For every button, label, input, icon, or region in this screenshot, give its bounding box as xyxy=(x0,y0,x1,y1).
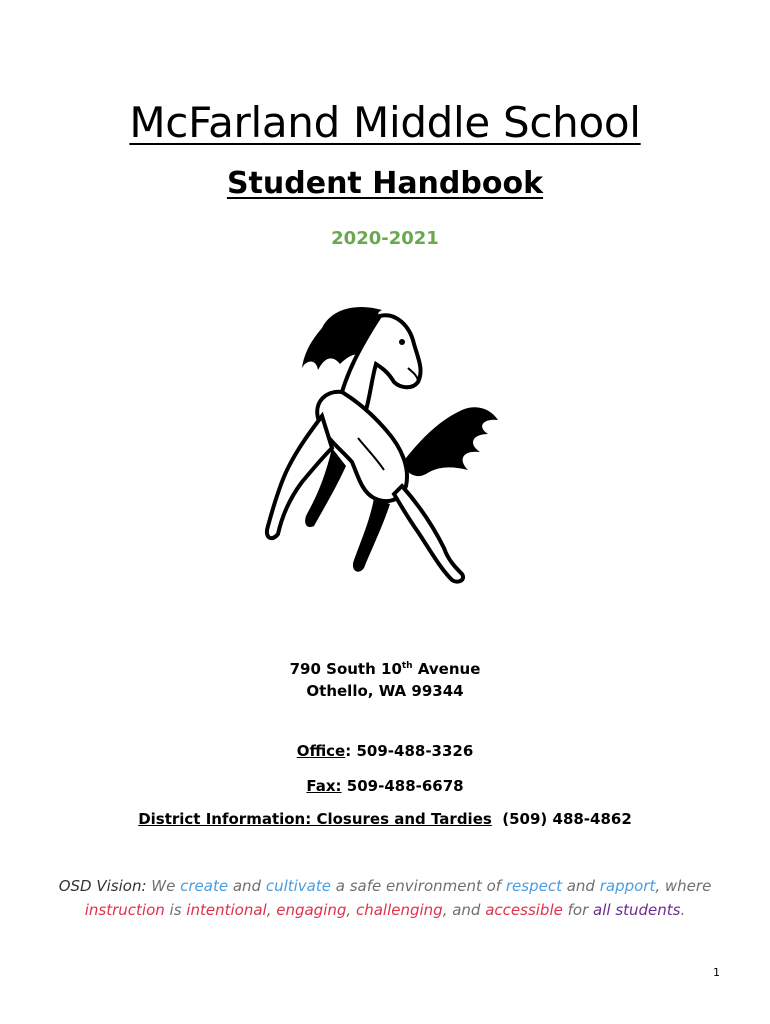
school-name-title: McFarland Middle School xyxy=(129,98,641,147)
fax-number: 509-488-6678 xyxy=(341,777,464,795)
school-year: 2020-2021 xyxy=(331,228,439,249)
district-info xyxy=(0,810,770,828)
address-city: Othello, WA 99344 xyxy=(306,682,464,700)
fax-phone xyxy=(0,777,770,795)
district-number: (509) 488-4862 xyxy=(491,810,632,828)
fax-label: Fax: xyxy=(306,777,342,795)
office-number: 509-488-3326 xyxy=(356,742,474,760)
osd-vision-statement: OSD Vision: We create and cultivate a safe environment of respect and rapport, where instruction is intentional, engaging, challenging, and accessible for all students. xyxy=(58,877,712,919)
mustang-horse-icon xyxy=(262,298,502,588)
address-street: 790 South 10th Avenue xyxy=(289,660,481,678)
school-address xyxy=(0,655,770,702)
handbook-subtitle: Student Handbook xyxy=(226,166,544,201)
page-number: 1 xyxy=(713,966,720,979)
district-label: District Information: Closures and Tardies xyxy=(138,810,492,828)
office-phone: Office: 509-488-3326 xyxy=(296,742,474,760)
office-label: Office xyxy=(296,742,346,760)
